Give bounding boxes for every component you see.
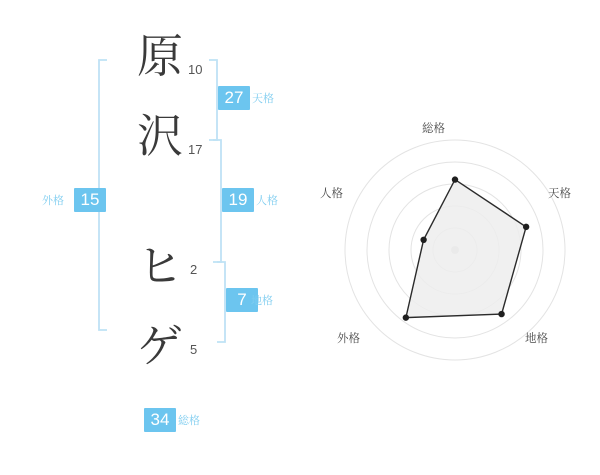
name-character: 沢 bbox=[137, 109, 183, 163]
score-badge-tenkaku: 27 bbox=[218, 86, 250, 110]
score-badge-soukaku: 34 bbox=[144, 408, 176, 432]
radar-data-point bbox=[420, 237, 426, 243]
stroke-count: 10 bbox=[188, 62, 203, 77]
radar-axis-label-jinkaku: 人格 bbox=[320, 186, 343, 200]
radar-axis-label-tenkaku: 天格 bbox=[548, 186, 571, 200]
stroke-count: 5 bbox=[190, 342, 198, 357]
name-character: ゲ bbox=[137, 319, 183, 373]
jinkaku-bracket bbox=[213, 140, 221, 262]
radar-data-point bbox=[523, 224, 529, 230]
score-label-tenkaku: 天格 bbox=[252, 92, 274, 105]
score-badge-gaikaku: 15 bbox=[74, 188, 106, 212]
score-label-jinkaku: 人格 bbox=[256, 194, 278, 207]
name-character: 原 bbox=[137, 29, 183, 83]
name-character: ヒ bbox=[137, 239, 183, 293]
stroke-count: 17 bbox=[188, 142, 203, 157]
score-label-gaikaku: 外格 bbox=[42, 194, 64, 207]
radar-axis-label-soukaku: 総格 bbox=[422, 121, 445, 135]
radar-axis-label-gaikaku: 外格 bbox=[337, 331, 360, 345]
radar-axis-label-chikaku: 地格 bbox=[525, 331, 548, 345]
radar-chart-svg bbox=[320, 0, 600, 470]
radar-data-point bbox=[498, 311, 504, 317]
radar-data-point bbox=[403, 314, 409, 320]
radar-data-point bbox=[452, 176, 458, 182]
radar-series-polygon bbox=[406, 180, 526, 318]
chikaku-bracket bbox=[217, 262, 225, 342]
score-badge-chikaku: 7 bbox=[226, 288, 258, 312]
stroke-count: 2 bbox=[190, 262, 198, 277]
score-label-soukaku: 総格 bbox=[178, 414, 200, 427]
tenkaku-bracket bbox=[209, 60, 217, 140]
score-badge-jinkaku: 19 bbox=[222, 188, 254, 212]
score-label-chikaku: 地格 bbox=[251, 294, 273, 307]
radar-chart-panel bbox=[320, 0, 600, 470]
